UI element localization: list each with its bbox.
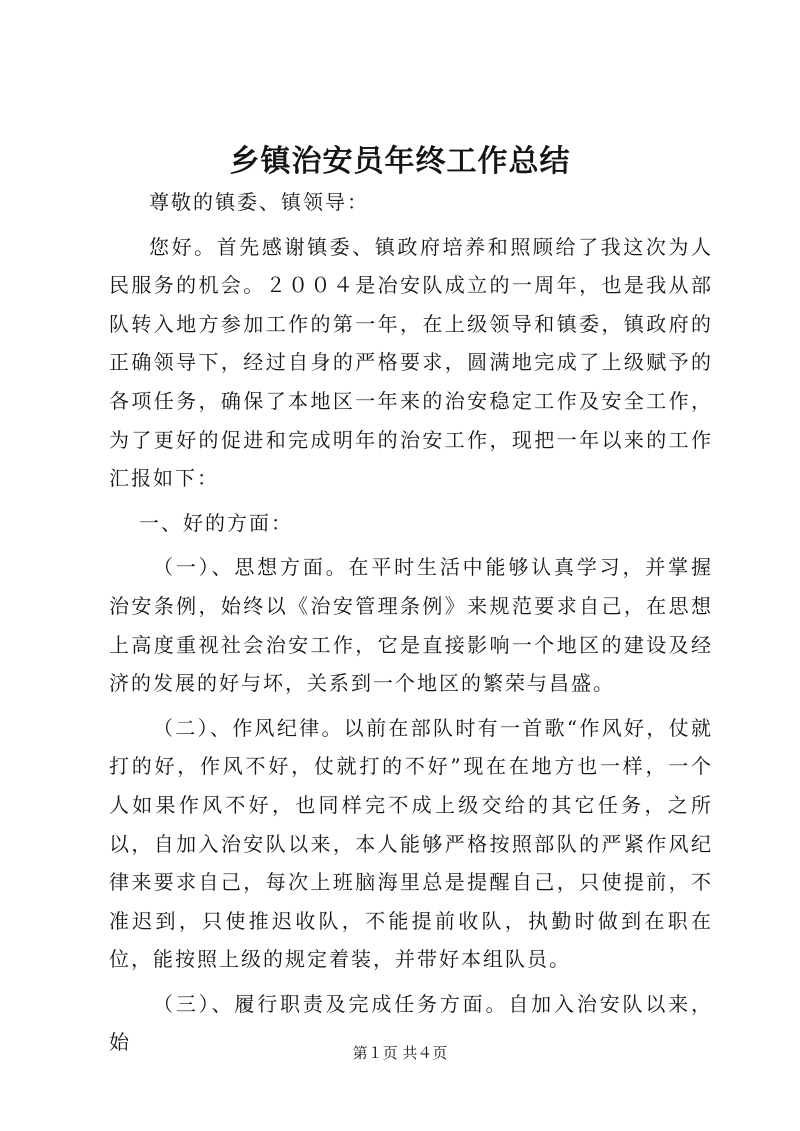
section-heading-good-aspects: 一、好的方面： [139,510,293,535]
paragraph-duties: （三）、履行职责及完成任务方面。自加入治安队以来，始 [109,991,713,1055]
page-footer: 第１页 共４页 [352,1044,448,1062]
paragraph-thought: （一）、思想方面。在平时生活中能够认真学习，并掌握治安条例，始终以《治安管理条例》来规范要求自己，在思想上高度重视社会治安工作，它是直接影响一个地区的建设及经济的发展的好与坏，关系到一个地区的繁荣与昌盛。 [109,555,713,696]
salutation: 尊敬的镇委、镇领导： [149,190,369,214]
paragraph-discipline: （二）、作风纪律。以前在部队时有一首歌“作风好，仗就打的好，作风不好，仗就打的不好”现在在地方也一样，一个人如果作风不好，也同样完不成上级交给的其它任务，之所以，自加入治安队以来，本人能够严格按照部队的严紧作风纪律来要求自己，每次上班脑海里总是提醒自己，只使提前，不准迟到，只使推迟收队，不能提前收队，执勤时做到在职在位，能按照上级的规定着装，并带好本组队员。 [109,715,713,972]
document-title: 乡镇治安员年终工作总结 [229,144,571,179]
paragraph-intro: 您好。首先感谢镇委、镇政府培养和照顾给了我这次为人民服务的机会。２００４是冶安队成立的一周年，也是我从部队转入地方参加工作的第一年，在上级领导和镇委，镇政府的正确领导下，经过自身的严格要求，圆满地完成了上级赋予的各项任务，确保了本地区一年来的治安稳定工作及安全工作，为了更好的促进和完成明年的治安工作，现把一年以来的工作汇报如下： [109,234,713,491]
document-body [109,183,713,1062]
